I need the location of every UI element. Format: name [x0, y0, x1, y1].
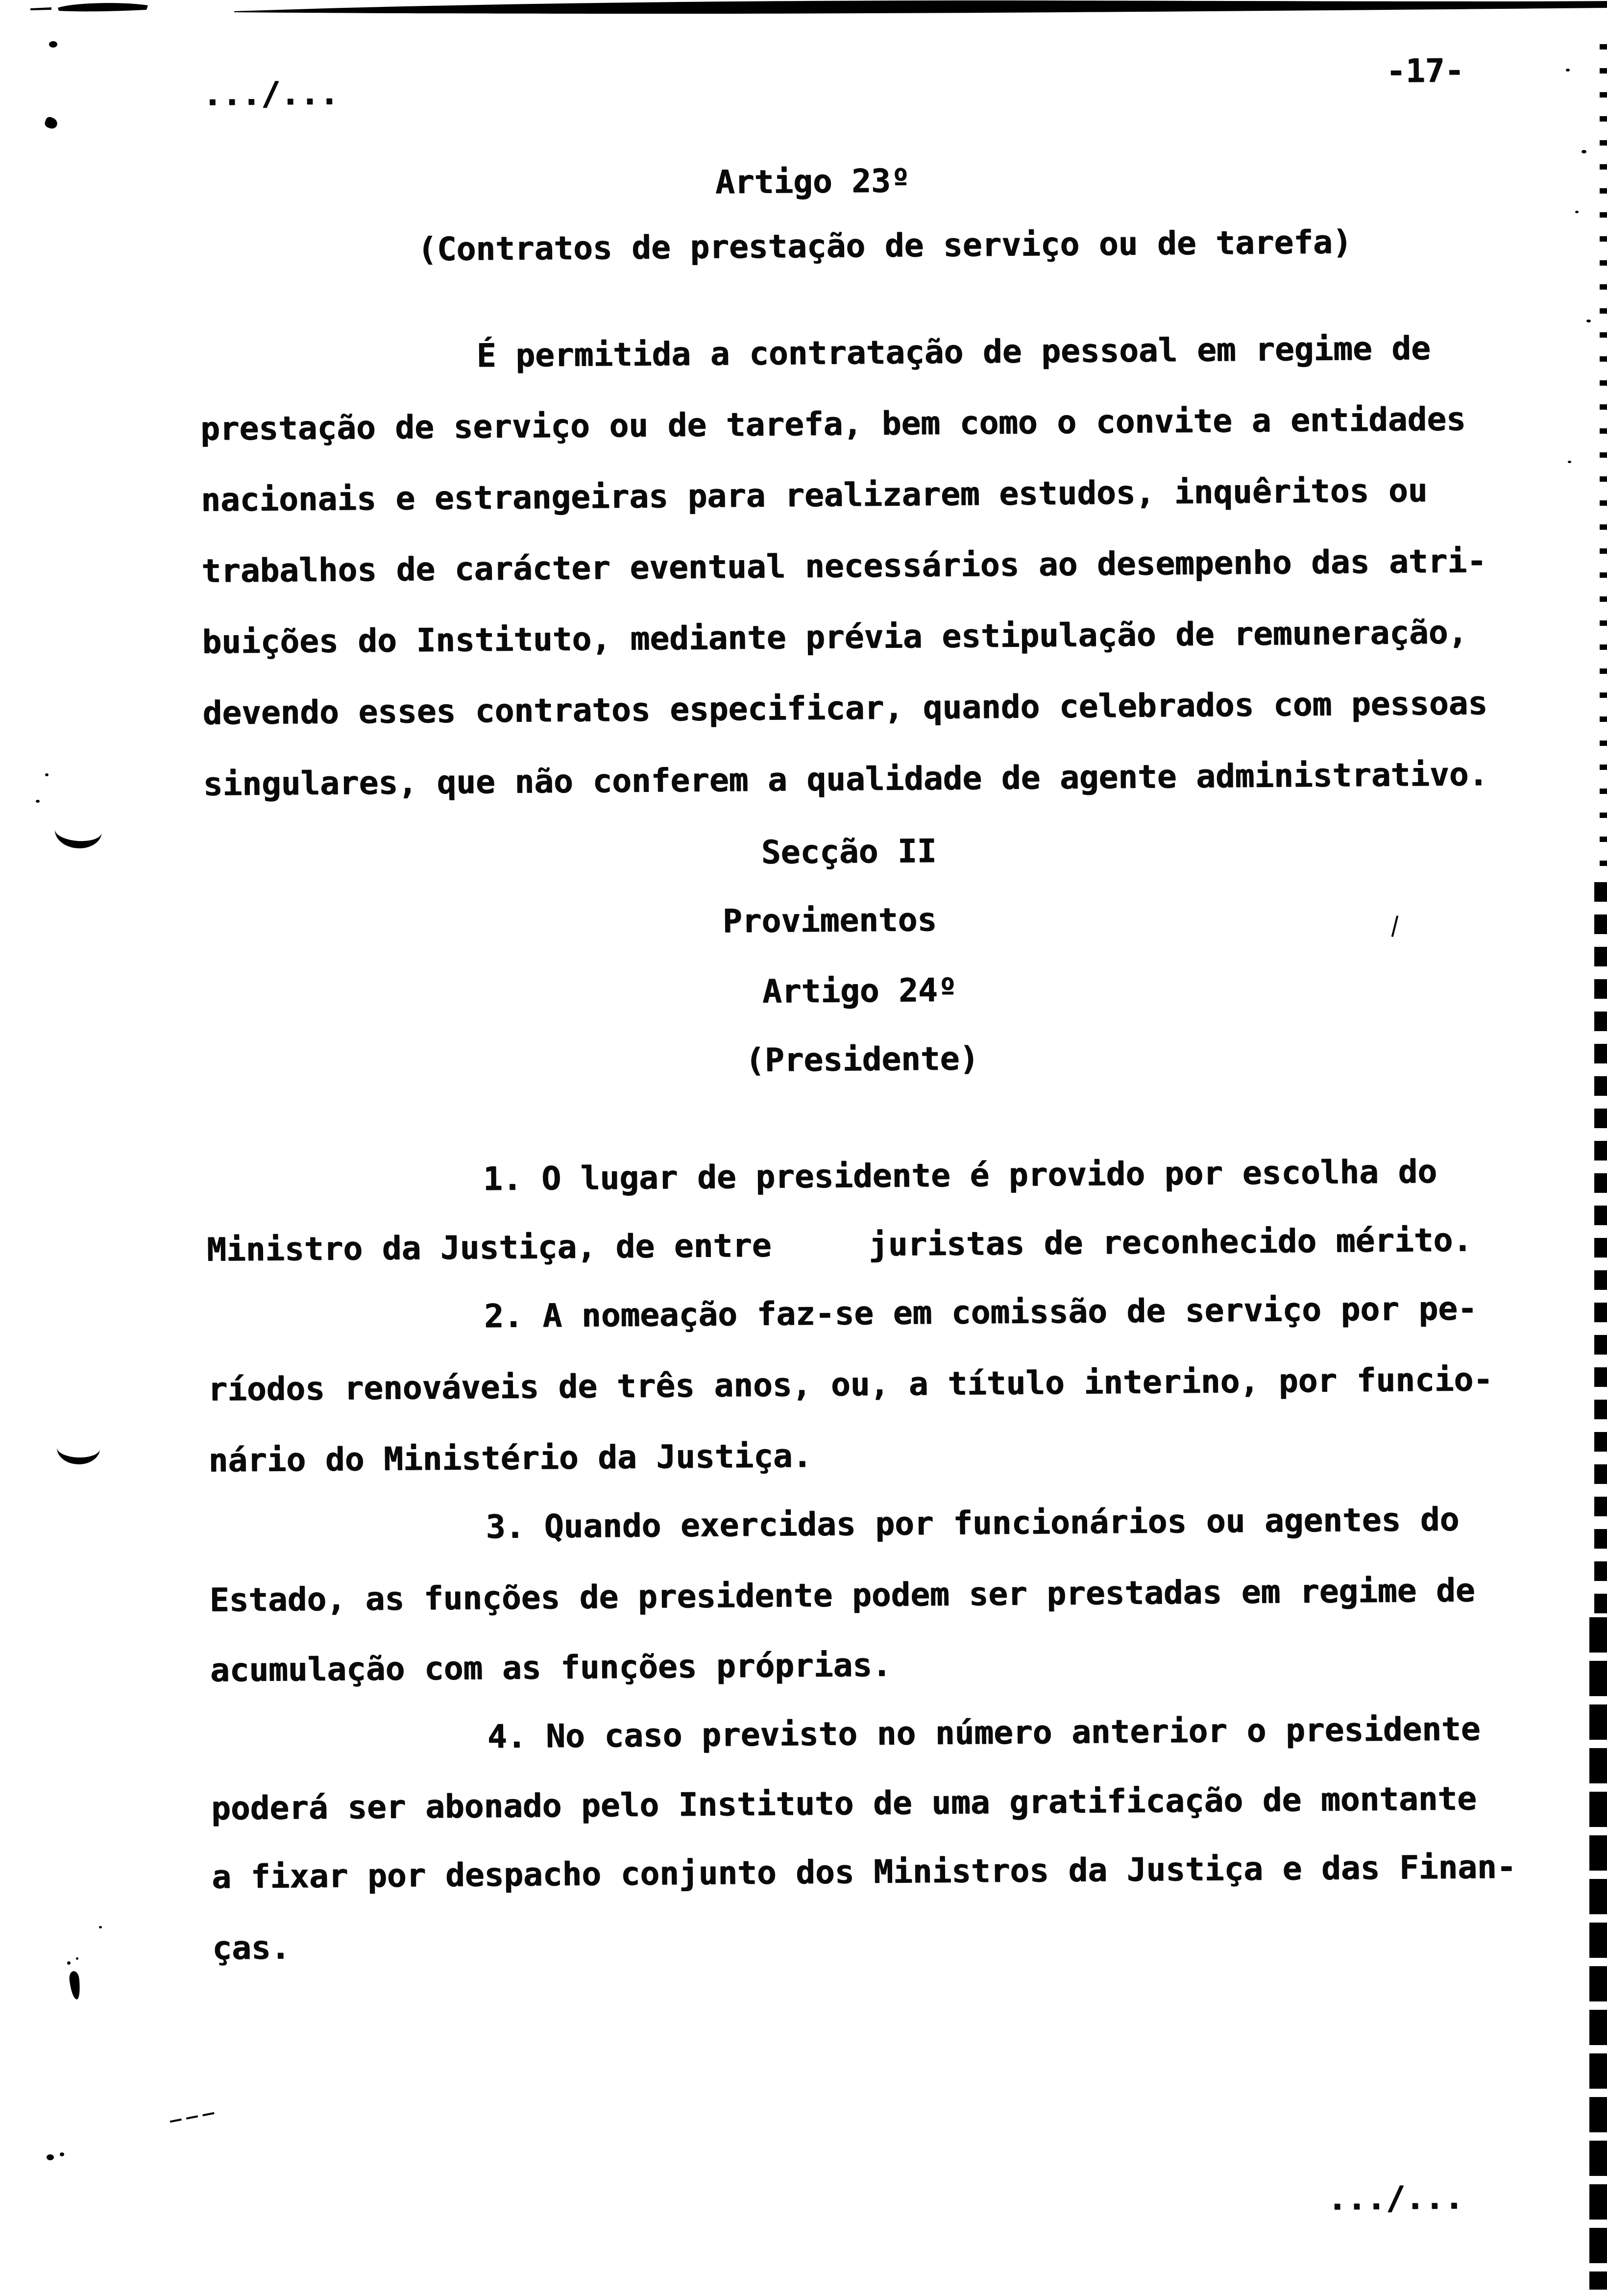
ink-speck — [45, 773, 49, 776]
article-24-title: Artigo 24º — [762, 971, 957, 1011]
text-line: 3. Quando exercidas por funcionários ou agentes do — [486, 1500, 1460, 1546]
text-line: 1. O lugar de presidente é provido por escolha do — [483, 1152, 1437, 1198]
scan-edge-top — [0, 0, 1607, 20]
ink-speck — [76, 1957, 78, 1960]
text-line: 2. A nomeação faz-se em comissão de serviço por pe- — [484, 1289, 1477, 1335]
article-23-title: Artigo 23º — [715, 162, 910, 201]
text-line: nacionais e estrangeiras para realizarem estudos, inquêritos ou — [200, 471, 1428, 519]
ink-speck — [60, 2152, 64, 2156]
text-line: trabalhos de carácter eventual necessários ao desempenho das atri- — [201, 542, 1486, 590]
article-23-caption: (Contratos de prestação de serviço ou de tarefa) — [417, 223, 1352, 269]
ink-speck — [47, 2154, 54, 2160]
text-line: Ministro da Justiça, de entre juristas de reconhecido mérito. — [206, 1221, 1472, 1269]
text-line: É permitida a contratação de pessoal em regime de — [476, 329, 1431, 375]
text-line: prestação de serviço ou de tarefa, bem como o convite a entidades — [200, 400, 1466, 448]
text-line: a fixar por despacho conjunto dos Ministros da Justiça e das Finan- — [211, 1848, 1516, 1896]
section-title: Secção II — [761, 832, 937, 871]
article-24-caption: (Presidente) — [745, 1039, 979, 1079]
text-line: ríodos renováveis de três anos, ou, a título interino, por funcio- — [207, 1360, 1493, 1408]
continuation-mark-top: .../... — [202, 74, 339, 113]
scan-edge-right-mid — [1594, 882, 1607, 1617]
text-line: ças. — [212, 1928, 291, 1967]
ink-speck — [1586, 320, 1591, 322]
ink-speck — [67, 1961, 71, 1965]
scan-edge-right-dense — [1589, 1617, 1607, 2290]
text-line: 4. No caso previsto no número anterior o presidente — [487, 1710, 1481, 1756]
text-line: Estado, as funções de presidente podem ser prestadas em regime de — [209, 1571, 1475, 1619]
scan-edge-right-sparse — [1600, 44, 1607, 882]
ink-speck — [36, 800, 40, 803]
text-line: singulares, que não conferem a qualidade de agente administrativo. — [203, 755, 1488, 803]
text-line: poderá ser abonado pelo Instituto de uma gratificação de montante — [211, 1779, 1477, 1827]
text-line: buições do Instituto, mediante prévia estipulação de remuneração, — [201, 613, 1468, 661]
text-line: nário do Ministério da Justiça. — [208, 1436, 812, 1480]
ink-speck — [99, 1926, 102, 1928]
text-line: acumulação com as funções próprias. — [210, 1646, 892, 1689]
ink-speck — [1566, 69, 1570, 72]
continuation-mark-bottom: .../... — [1327, 2178, 1464, 2218]
ink-speck — [1575, 211, 1579, 213]
ink-speck — [1582, 150, 1586, 153]
ink-speck — [1568, 461, 1571, 463]
section-subtitle: Provimentos — [722, 900, 937, 940]
text-line: devendo esses contratos especificar, quando celebrados com pessoas — [202, 684, 1488, 732]
ink-speck — [49, 41, 57, 48]
page-number: -17- — [1386, 51, 1464, 90]
